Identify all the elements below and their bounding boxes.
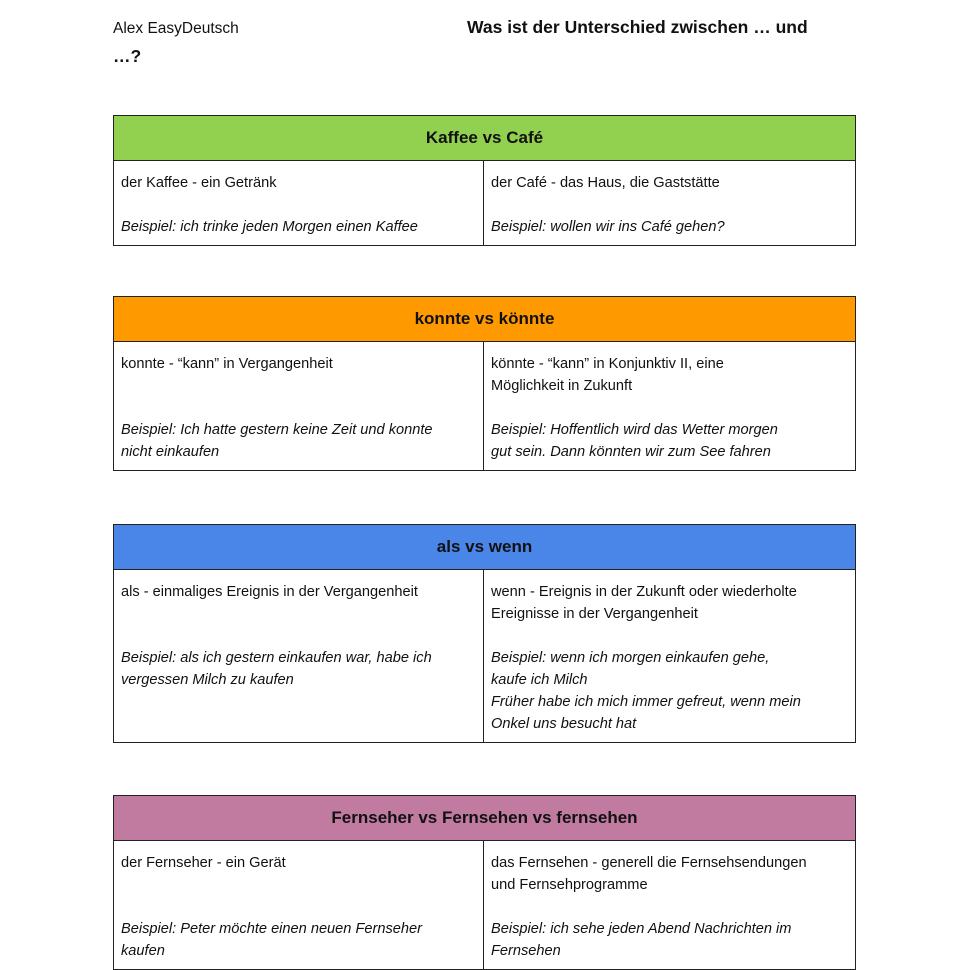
table-title: konnte vs könnte [114,297,855,342]
definition-line: der Kaffee - ein Getränk [121,175,277,191]
definition-line: das Fernsehen - generell die Fernsehsendungen [491,855,807,871]
example-line: kaufe ich Milch [491,672,588,688]
right-example-cell [484,419,855,470]
right-example-cell [484,647,855,742]
example-line: Beispiel: Ich hatte gestern keine Zeit und konnte [121,422,433,438]
example-line: gut sein. Dann könnten wir zum See fahren [491,444,771,460]
example-line: Beispiel: ich trinke jeden Morgen einen Kaffee [121,219,418,235]
example-line: vergessen Milch zu kaufen [121,672,294,688]
left-example-cell [114,918,484,969]
table-title: Kaffee vs Café [114,116,855,161]
right-example-cell [484,918,855,969]
comparison-table [113,795,856,970]
left-definition-cell [114,342,484,419]
page-title-continuation: …? [113,46,142,66]
left-example-cell [114,647,484,742]
example-line: Beispiel: ich sehe jeden Abend Nachrichten im [491,921,792,937]
table-body [114,570,855,742]
author-name: Alex EasyDeutsch [113,20,239,37]
example-line: Früher habe ich mich immer gefreut, wenn mein [491,694,801,710]
left-definition-cell [114,570,484,647]
right-definition-cell [484,342,855,419]
definition-line: Möglichkeit in Zukunft [491,378,633,394]
definition-line: der Fernseher - ein Gerät [121,855,286,871]
right-definition-cell [484,570,855,647]
comparison-table [113,115,856,246]
definition-line: wenn - Ereignis in der Zukunft oder wiederholte [491,584,797,600]
example-line: Fernsehen [491,943,561,959]
left-definition-cell [114,841,484,918]
definition-line: Ereignisse in der Vergangenheit [491,606,698,622]
example-line: Beispiel: wollen wir ins Café gehen? [491,219,725,235]
definition-line: könnte - “kann” in Konjunktiv II, eine [491,356,724,372]
table-title: Fernseher vs Fernsehen vs fernsehen [114,796,855,841]
example-line: kaufen [121,943,165,959]
right-definition-cell [484,841,855,918]
table-body [114,841,855,969]
comparison-table [113,296,856,471]
table-body [114,161,855,245]
left-definition-cell [114,161,484,216]
table-body [114,342,855,470]
example-line: Beispiel: Peter möchte einen neuen Fernseher [121,921,422,937]
definition-line: konnte - “kann” in Vergangenheit [121,356,333,372]
page-title: Was ist der Unterschied zwischen … und [467,17,808,37]
right-example-cell [484,216,855,245]
definition-line: und Fernsehprogramme [491,877,648,893]
comparison-table [113,524,856,743]
right-definition-cell [484,161,855,216]
left-example-cell [114,419,484,470]
definition-line: als - einmaliges Ereignis in der Vergangenheit [121,584,418,600]
example-line: nicht einkaufen [121,444,220,460]
example-line: Beispiel: wenn ich morgen einkaufen gehe, [491,650,770,666]
example-line: Beispiel: Hoffentlich wird das Wetter morgen [491,422,778,438]
example-line: Onkel uns besucht hat [491,716,637,732]
definition-line: der Café - das Haus, die Gaststätte [491,175,720,191]
table-title: als vs wenn [114,525,855,570]
example-line: Beispiel: als ich gestern einkaufen war, habe ich [121,650,432,666]
left-example-cell [114,216,484,245]
